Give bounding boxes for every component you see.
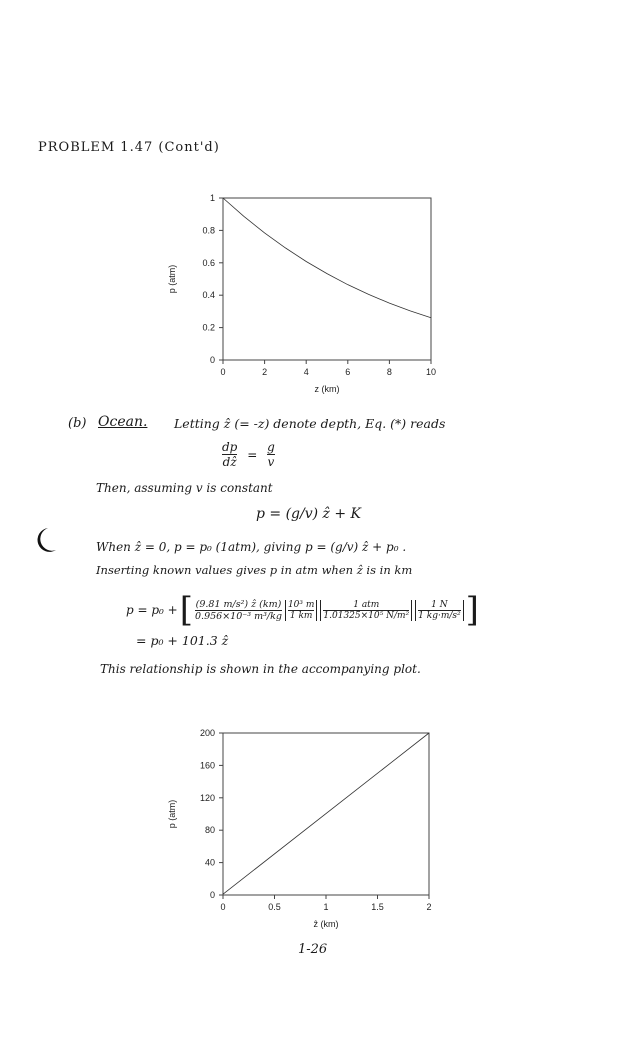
x-tick-label: 2 — [426, 902, 432, 912]
x-tick-label: 1.5 — [371, 902, 384, 912]
part-b-title: Ocean. — [98, 414, 148, 430]
chart-pressure-vs-altitude — [150, 180, 470, 400]
y-tick-label: 160 — [199, 760, 215, 771]
eq1-rhs-denominator: v — [267, 455, 275, 469]
text-line-when: When ẑ = 0, p = p₀ (1atm), giving p = (g/v) ẑ + p₀ . — [96, 540, 407, 554]
eq3-factor-4 — [415, 600, 463, 621]
y-tick-label: 0.6 — [202, 257, 215, 268]
eq1-equals: = — [247, 447, 258, 462]
y-axis-label: p (atm) — [167, 264, 177, 294]
problem-header: PROBLEM 1.47 (Cont'd) — [38, 140, 220, 155]
data-line — [223, 733, 429, 894]
y-tick-label: 0.4 — [202, 290, 215, 301]
text-line-assuming: Then, assuming v is constant — [96, 481, 273, 495]
x-tick-label: 8 — [386, 367, 392, 377]
equation-result: = p₀ + 101.3 ẑ — [136, 633, 229, 648]
y-tick-label: 40 — [204, 857, 215, 868]
x-axis-label: z (km) — [314, 384, 340, 394]
eq3-f1-num: (9.81 m/s²) ẑ (km) — [195, 598, 282, 610]
page-number: 1-26 — [298, 942, 328, 957]
y-tick-label: 0.8 — [202, 225, 215, 236]
x-tick-label: 6 — [345, 367, 351, 377]
left-bracket-icon: [ — [179, 590, 193, 630]
y-tick-label: 200 — [199, 728, 215, 738]
plot-frame — [223, 198, 431, 360]
x-tick-label: 0.5 — [268, 902, 281, 912]
y-tick-label: 120 — [199, 792, 215, 803]
x-tick-label: 2 — [262, 367, 268, 377]
x-tick-label: 4 — [303, 367, 309, 377]
x-axis-label: ẑ (km) — [313, 919, 339, 929]
equation-dp-dz — [222, 440, 275, 469]
chart-pressure-vs-depth — [150, 720, 470, 950]
text-line-inserting: Inserting known values gives p in atm when ẑ is in km — [96, 563, 413, 577]
eq3-f1-den: 0.956×10⁻³ m³/kg — [195, 610, 282, 622]
y-tick-label: 80 — [204, 825, 215, 836]
y-tick-label: 0 — [209, 355, 215, 365]
eq1-numerator: dp — [222, 440, 238, 454]
right-bracket-icon: ] — [465, 590, 479, 630]
part-b-label: (b) — [68, 416, 87, 431]
eq3-factor-3 — [320, 600, 412, 621]
eq3-f3-num: 1 atm — [323, 600, 409, 611]
x-tick-label: 10 — [425, 367, 437, 377]
text-line-relationship: This relationship is shown in the accompanying plot. — [100, 662, 421, 676]
eq1-rhs-numerator: g — [267, 440, 275, 454]
eq3-f2-den: 1 km — [289, 610, 313, 621]
eq3-factor-1 — [195, 599, 282, 622]
equation-p-constant: p = (g/v) ẑ + K — [256, 506, 362, 522]
eq1-denominator: dẑ — [222, 455, 237, 469]
x-tick-label: 0 — [220, 367, 226, 377]
x-tick-label: 0 — [220, 902, 226, 912]
eq3-f3-den: 1.01325×10⁵ N/m² — [323, 610, 410, 621]
eq3-factor-2 — [285, 600, 317, 621]
eq3-lhs: p = p₀ + — [126, 603, 178, 617]
eq3-f4-den: 1 kg·m/s² — [418, 610, 461, 621]
y-tick-label: 0.2 — [202, 322, 215, 333]
eq3-f2-num: 10³ m — [287, 599, 315, 610]
eq3-f4-num: 1 N — [418, 600, 460, 611]
text-line-letting: Letting ẑ (= -z) denote depth, Eq. (*) reads — [174, 416, 446, 431]
y-axis-label: p (atm) — [167, 799, 177, 829]
y-tick-label: 1 — [209, 193, 215, 203]
data-line — [223, 198, 431, 318]
equation-numerical — [126, 590, 479, 630]
crescent-icon — [34, 526, 58, 554]
y-tick-label: 0 — [209, 890, 215, 900]
x-tick-label: 1 — [323, 902, 329, 912]
